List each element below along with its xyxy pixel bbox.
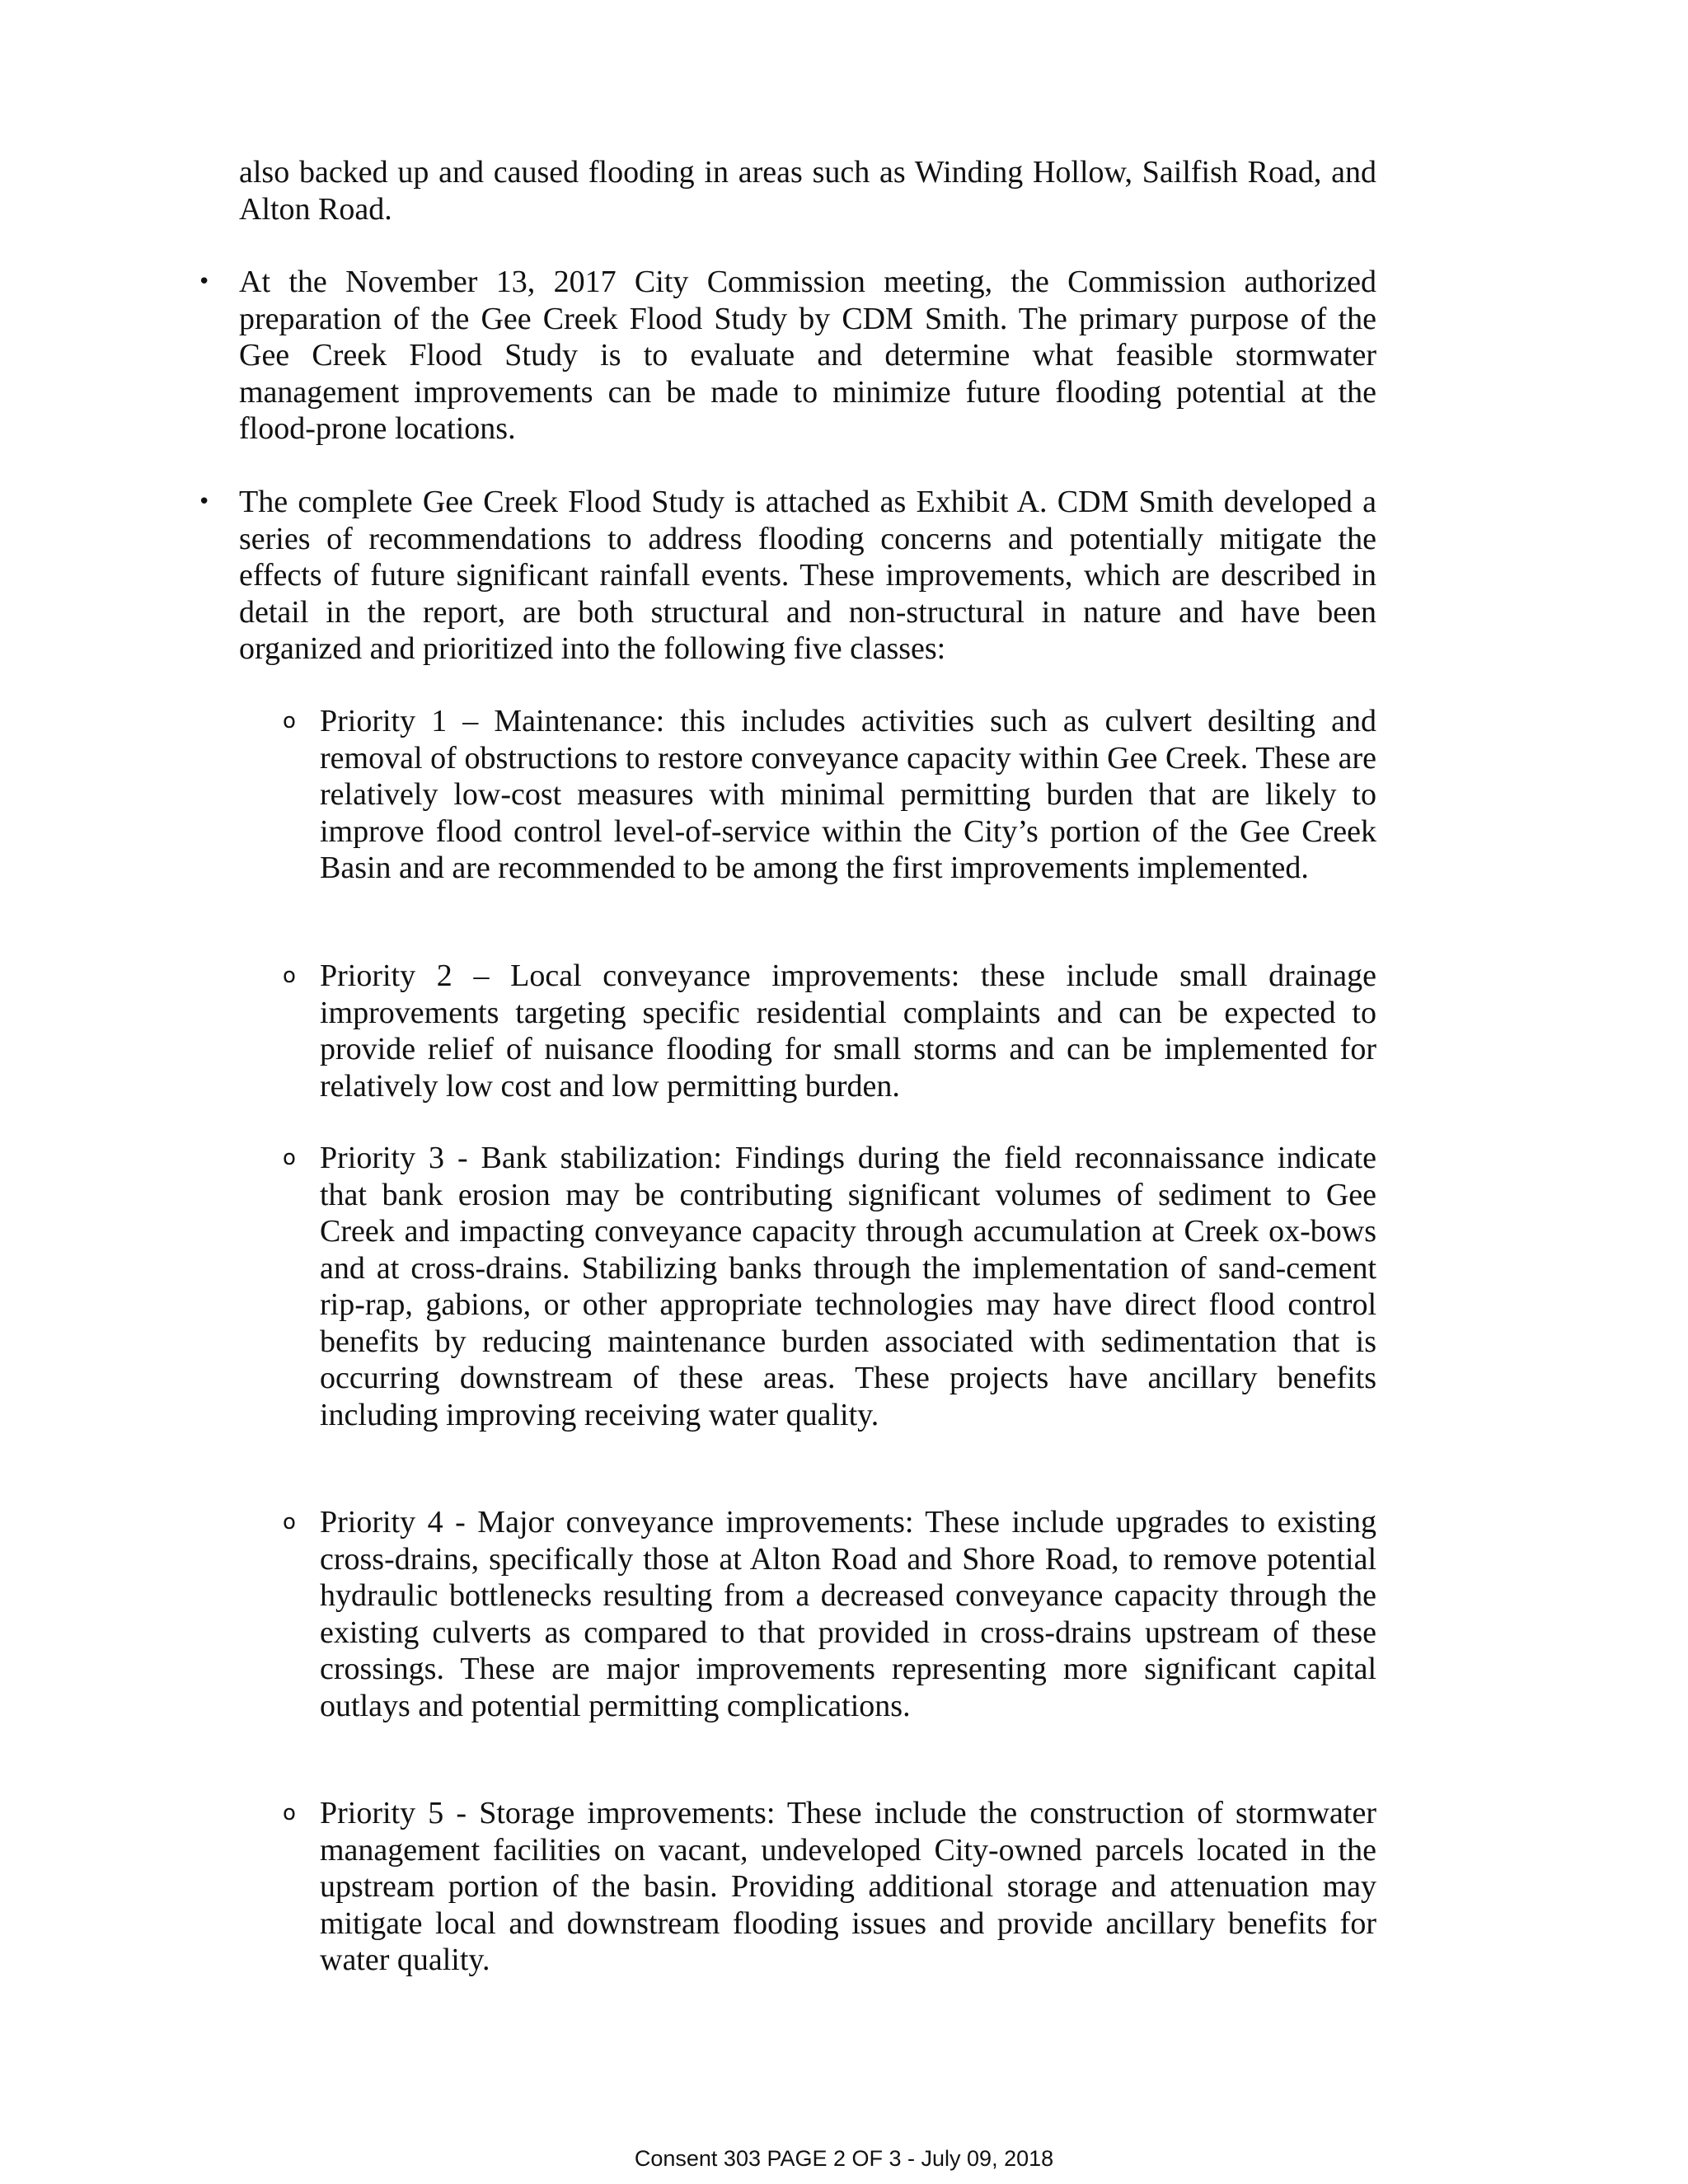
page-footer: Consent 303 PAGE 2 OF 3 - July 09, 2018	[634, 2146, 1054, 2171]
sub-bullet-marker: o	[283, 709, 296, 733]
sub-bullet-marker: o	[283, 1801, 296, 1825]
bullet-text: At the November 13, 2017 City Commission meeting, the Commission authorized preparation of the Gee Creek Flood Study by CDM Smith. The primary purpose of the Gee Creek Flood Study is to evaluate and determine what feasible stormwater management improvements can be made to minimize future flooding potential at the flood-prone locations.	[239, 265, 1376, 446]
bullet-text: The complete Gee Creek Flood Study is attached as Exhibit A. CDM Smith developed a series of recommendations to address flooding concerns and potentially mitigate the effects of future significant rainfall events. These improvements, which are described in detail in the report, are both structural and non-structural in nature and have been organized and prioritized into the following five classes:	[239, 485, 1376, 666]
sub-bullet-marker: o	[283, 1146, 296, 1170]
priority-text: Priority 2 – Local conveyance improvements: these include small drainage improvements targeting specific residential complaints and can be expected to provide relief of nuisance flooding for small storms and can be implemented for relatively low cost and low permitting burden.	[320, 958, 1376, 1104]
priority-text: Priority 1 – Maintenance: this includes activities such as culvert desilting and removal of obstructions to restore conveyance capacity within Gee Creek. These are relatively low-cost measures with minimal permitting burden that are likely to improve flood control level-of-service within the City’s portion of the Gee Creek Basin and are recommended to be among the first improvements implemented.	[320, 704, 1376, 885]
priority-text: Priority 4 - Major conveyance improvements: These include upgrades to existing cross-drains, specifically those at Alton Road and Shore Road, to remove potential hydraulic bottlenecks resulting from a decreased conveyance capacity through the existing culverts as compared to that provided in cross-drains upstream of these crossings. These are major improvements representing more significant capital outlays and potential permitting complications.	[320, 1505, 1376, 1723]
priority-text: Priority 5 - Storage improvements: These include the construction of stormwater management facilities on vacant, undeveloped City-owned parcels located in the upstream portion of the basin. Providing additional storage and attenuation may mitigate local and downstream flooding issues and provide ancillary benefits for water quality.	[320, 1796, 1376, 1977]
bullet-marker: •	[198, 490, 211, 514]
priority-text: Priority 3 - Bank stabilization: Findings during the field reconnaissance indicate that bank erosion may be contributing significant volumes of sediment to Gee Creek and impacting conveyance capacity through accumulation at Creek ox-bows and at cross-drains. Stabilizing banks through the implementation of sand-cement rip-rap, gabions, or other appropriate technologies may have direct flood control benefits by reducing maintenance burden associated with sedimentation that is occurring downstream of these areas. These projects have ancillary benefits including improving receiving water quality.	[320, 1141, 1376, 1432]
intro-continuation-paragraph: also backed up and caused flooding in areas such as Winding Hollow, Sailfish Road, and Alton Road.	[239, 155, 1376, 227]
sub-bullet-marker: o	[283, 1510, 296, 1535]
bullet-marker: •	[198, 269, 211, 294]
sub-bullet-marker: o	[283, 963, 296, 988]
